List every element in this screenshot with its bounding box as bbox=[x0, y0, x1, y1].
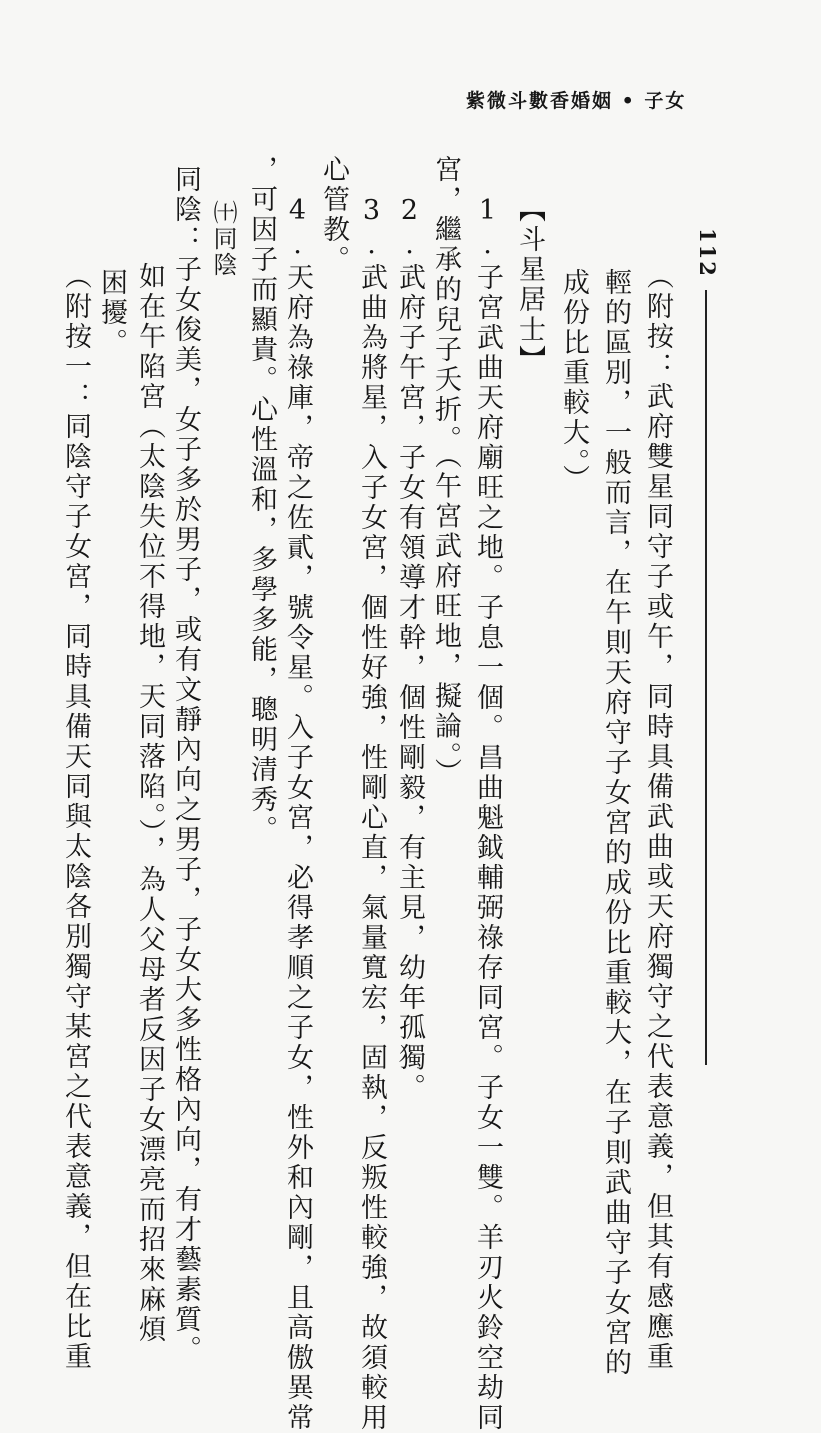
text-column-9: 心管教。 bbox=[318, 155, 349, 275]
text-column-10: 4.天府為祿庫，帝之佐貳，號令星。入子女宮，必得孝順之子女，性外和內剛，且高傲異常 bbox=[282, 195, 313, 1433]
page-number: 112 bbox=[695, 228, 720, 278]
text-column-5: 1.子宮武曲天府廟旺之地。子息一個。昌曲魁鉞輔弼祿存同宮。子女一雙。羊刃火鈴空劫同 bbox=[472, 195, 503, 1433]
text-column-1: （附按：武府雙星同守子或午，同時具備武曲或天府獨守之代表意義，但其有感應重 bbox=[642, 262, 673, 1372]
text-column-3: 成份比重較大。） bbox=[558, 268, 589, 495]
text-column-4: 【斗星居士】 bbox=[514, 195, 545, 375]
section-heading: ㈩同陰 bbox=[209, 200, 237, 278]
text-column-14: 如在午陷宮（太陰失位不得地，天同落陷。），為人父母者反因子女漂亮而招來麻煩 bbox=[134, 262, 165, 1345]
text-column-7: 2.武府子午宮，子女有領導才幹，個性剛毅，有主見，幼年孤獨。 bbox=[394, 195, 425, 1103]
text-column-8: 3.武曲為將星，入子女宮，個性好強，性剛心直，氣量寬宏，固執，反叛性較強，故須較用 bbox=[356, 195, 387, 1433]
text-column-11: ，可因子而顯貴。心性溫和，多學多能，聰明清秀。 bbox=[246, 155, 277, 845]
text-column-16: （附按一：同陰守子女宮，同時具備天同與太陰各別獨守某宮之代表意義，但在比重 bbox=[60, 262, 91, 1372]
text-column-2: 輕的區別，一般而言，在午則天府守子女宮的成份比重較大，在子則武曲守子女宮的 bbox=[600, 268, 631, 1378]
running-header: 紫微斗數香婚姻 • 子女 bbox=[466, 90, 687, 112]
vertical-rule bbox=[705, 290, 707, 1065]
text-column-13: 同陰：子女俊美，女子多於男子，或有文靜內向之男子，子女大多性格內向，有才藝素質。 bbox=[170, 165, 201, 1365]
text-column-6: 宮，繼承的兒子夭折。（午宮武府旺地，擬論。） bbox=[430, 155, 461, 788]
text-column-15: 困擾。 bbox=[96, 268, 127, 358]
